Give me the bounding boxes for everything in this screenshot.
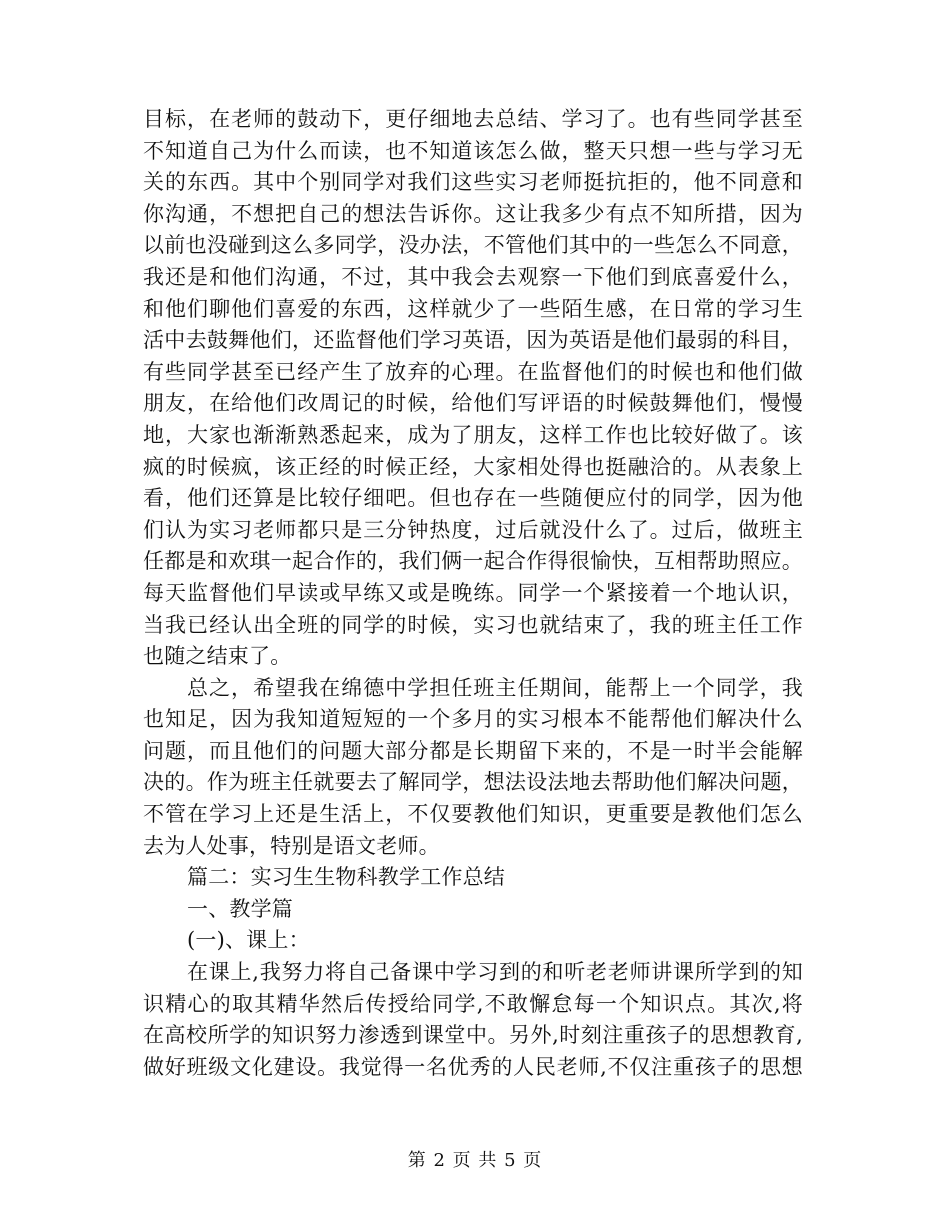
text-line: 问题，而且他们的问题大部分都是长期留下来的，不是一时半会能解 <box>143 738 803 763</box>
text-line: 任都是和欢琪一起合作的，我们俩一起合作得很愉快，互相帮助照应。 <box>143 549 803 574</box>
text-line: 朋友，在给他们改周记的时候，给他们写评语的时候鼓舞他们，慢慢 <box>143 391 803 416</box>
text-line: 不管在学习上还是生活上，不仅要教他们知识，更重要是教他们怎么 <box>143 802 803 827</box>
text-line: 也随之结束了。 <box>143 644 292 669</box>
page-number-footer: 第 2 页 共 5 页 <box>407 1150 543 1171</box>
text-line: 关的东西。其中个别同学对我们这些实习老师挺抗拒的，他不同意和 <box>143 170 803 195</box>
document-body <box>143 104 803 1083</box>
text-line: 们认为实习老师都只是三分钟热度，过后就没什么了。过后，做班主 <box>143 517 803 542</box>
text-line: 看，他们还算是比较仔细吧。但也存在一些随便应付的同学，因为他 <box>143 486 803 511</box>
text-line: 活中去鼓舞他们，还监督他们学习英语，因为英语是他们最弱的科目， <box>143 328 803 353</box>
text-line: 做好班级文化建设。我觉得一名优秀的人民老师,不仅注重孩子的思想 <box>143 1054 803 1079</box>
text-line: 疯的时候疯，该正经的时候正经，大家相处得也挺融洽的。从表象上 <box>143 454 803 479</box>
text-line: 每天监督他们早读或早练又或是晚练。同学一个紧接着一个地认识， <box>143 580 803 605</box>
text-line: 识精心的取其精华然后传授给同学,不敢懈怠每一个知识点。其次,将 <box>143 991 803 1016</box>
text-line: 和他们聊他们喜爱的东西，这样就少了一些陌生感，在日常的学习生 <box>143 296 803 321</box>
text-line: 你沟通，不想把自己的想法告诉你。这让我多少有点不知所措，因为 <box>143 201 803 226</box>
text-line: 总之，希望我在绵德中学担任班主任期间，能帮上一个同学，我 <box>187 675 803 700</box>
text-line: 在课上,我努力将自己备课中学习到的和听老老师讲课所学到的知 <box>187 960 803 985</box>
text-line: (一)、课上： <box>187 928 310 953</box>
text-line: 不知道自己为什么而读，也不知道该怎么做，整天只想一些与学习无 <box>143 138 803 163</box>
text-line: 目标，在老师的鼓动下，更仔细地去总结、学习了。也有些同学甚至 <box>143 107 803 131</box>
text-line: 去为人处事，特别是语文老师。 <box>143 833 440 858</box>
text-line: 以前也没碰到这么多同学，没办法，不管他们其中的一些怎么不同意， <box>143 233 803 258</box>
text-line: 当我已经认出全班的同学的时候，实习也就结束了，我的班主任工作 <box>143 612 803 637</box>
text-line: 在高校所学的知识努力渗透到课堂中。另外,时刻注重孩子的思想教育, <box>143 1023 803 1048</box>
text-line: 有些同学甚至已经产生了放弃的心理。在监督他们的时候也和他们做 <box>143 359 803 384</box>
text-line: 也知足，因为我知道短短的一个多月的实习根本不能帮他们解决什么 <box>143 707 803 732</box>
text-line: 篇二：实习生生物科教学工作总结 <box>187 865 505 890</box>
text-line: 一、教学篇 <box>187 896 293 921</box>
text-line: 地，大家也渐渐熟悉起来，成为了朋友，这样工作也比较好做了。该 <box>143 422 803 447</box>
text-line: 决的。作为班主任就要去了解同学，想法设法地去帮助他们解决问题， <box>143 770 803 795</box>
text-line: 我还是和他们沟通，不过，其中我会去观察一下他们到底喜爱什么， <box>143 264 803 289</box>
